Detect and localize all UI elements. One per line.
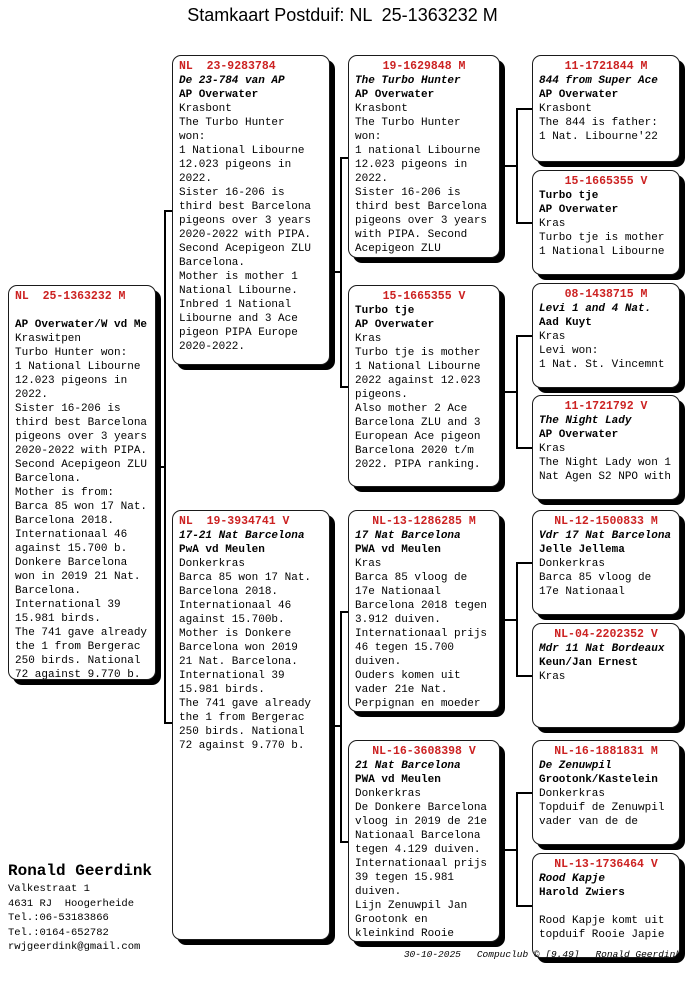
connector-ggp-spine-2 bbox=[516, 335, 518, 448]
pedigree-text-line: duiven. bbox=[355, 886, 402, 898]
pedigree-box-greatgrandparent-2 bbox=[532, 170, 680, 275]
pedigree-text-line: Barcelona. bbox=[179, 257, 246, 269]
pedigree-text-line: topduif Rooie Japie bbox=[539, 929, 665, 941]
pedigree-text-line: 1 National Libourne bbox=[539, 246, 665, 258]
pigeon-description bbox=[539, 642, 673, 684]
connector-ggp-spine-1 bbox=[516, 108, 518, 223]
pedigree-text-line: Barcelona won 2019 bbox=[179, 642, 298, 654]
pedigree-text-line: Turbo tje bbox=[539, 190, 599, 202]
pedigree-text-line: pigeons over 3 years bbox=[179, 215, 312, 227]
pedigree-text-line: Donkerkras bbox=[539, 558, 606, 570]
connector-ggp-spine-4 bbox=[516, 792, 518, 906]
pedigree-text-line: Grootonk en bbox=[355, 914, 428, 926]
connector-ggp3-enter bbox=[516, 335, 532, 337]
pigeon-description bbox=[539, 759, 673, 829]
pedigree-text-line: Levi 1 and 4 Nat. bbox=[539, 303, 652, 315]
pedigree-text-line: Sister 16-206 is bbox=[15, 403, 121, 415]
pedigree-text-line: 250 birds. National bbox=[179, 726, 305, 738]
pedigree-text-line: PwA vd Meulen bbox=[179, 544, 265, 556]
pedigree-text-line: Libourne and 3 Ace bbox=[179, 313, 298, 325]
pedigree-text-line: AP Overwater bbox=[539, 429, 619, 441]
pedigree-text-line: vader van de de bbox=[539, 816, 639, 828]
pedigree-text-line: 844 from Super Ace bbox=[539, 75, 658, 87]
pedigree-text-line: AP Overwater/W vd Me bbox=[15, 319, 148, 331]
pedigree-text-line: 46 tegen 15.700 bbox=[355, 642, 455, 654]
ring-number: NL 25-1363232 M bbox=[15, 290, 126, 303]
pigeon-description bbox=[179, 74, 323, 354]
pigeon-description bbox=[539, 872, 673, 942]
ring-number: 11-1721792 V bbox=[564, 400, 648, 413]
pigeon-description bbox=[539, 302, 673, 372]
pedigree-text-line: Kras bbox=[539, 443, 566, 455]
connector-mother-enter bbox=[164, 722, 172, 724]
connector-ggp-spine-3 bbox=[516, 562, 518, 676]
pedigree-text-line: 17e Nationaal bbox=[539, 586, 625, 598]
pedigree-text-line: third best Barcelona bbox=[355, 201, 488, 213]
pedigree-text-line bbox=[15, 304, 149, 318]
pedigree-text-line: 2022 against 12.023 bbox=[355, 375, 481, 387]
pigeon-description bbox=[355, 759, 493, 941]
pedigree-text-line: Donkerkras bbox=[179, 558, 246, 570]
pedigree-text-line: The Night Lady bbox=[539, 415, 632, 427]
ring-number: NL-04-2202352 V bbox=[554, 628, 658, 641]
connector-gf-maternal-exit bbox=[500, 619, 517, 621]
pedigree-text-line: Sister 16-206 is bbox=[179, 187, 285, 199]
pedigree-text-line: Sister 16-206 is bbox=[355, 187, 461, 199]
pedigree-text-line: Barcelona 2018. bbox=[15, 515, 115, 527]
pedigree-text-line: Turbo tje is mother bbox=[355, 347, 481, 359]
pedigree-box-greatgrandparent-3 bbox=[532, 283, 680, 388]
pedigree-text-line: 17-21 Nat Barcelona bbox=[179, 530, 305, 542]
pedigree-text-line: The Turbo Hunter bbox=[355, 117, 461, 129]
pedigree-text-line: Kras bbox=[355, 558, 382, 570]
pedigree-text-line: won: bbox=[355, 131, 382, 143]
pedigree-text-line: Internationaal prijs bbox=[355, 628, 488, 640]
pedigree-text-line: Second Acepigeon ZLU bbox=[15, 459, 148, 471]
pedigree-text-line: AP Overwater bbox=[355, 319, 435, 331]
pedigree-text-line: Donkerkras bbox=[355, 788, 422, 800]
pedigree-text-line: Barca 85 vloog de bbox=[355, 572, 468, 584]
pedigree-text-line: Internationaal 46 bbox=[179, 600, 292, 612]
pigeon-description bbox=[539, 189, 673, 259]
pedigree-text-line: 2020-2022 with PIPA. bbox=[15, 445, 148, 457]
ring-number: NL-13-1286285 M bbox=[372, 515, 476, 528]
pedigree-text-line: Krasbont bbox=[179, 103, 232, 115]
pedigree-text-line: 15.981 birds. bbox=[15, 613, 101, 625]
pedigree-box-greatgrandparent-5 bbox=[532, 510, 680, 615]
pedigree-text-line: 2022. bbox=[15, 389, 49, 401]
pedigree-text-line: The 741 gave already bbox=[179, 698, 312, 710]
ring-number: 11-1721844 M bbox=[564, 60, 648, 73]
ring-number: 08-1438715 M bbox=[564, 288, 648, 301]
pedigree-text-line: 15.981 birds. bbox=[179, 684, 265, 696]
pedigree-text-line: Donkerkras bbox=[539, 788, 606, 800]
pedigree-text-line: AP Overwater bbox=[539, 89, 619, 101]
pedigree-text-line: Internationaal 46 bbox=[15, 529, 128, 541]
pedigree-text-line: 12.023 pigeons in bbox=[15, 375, 128, 387]
pedigree-text-line bbox=[539, 900, 673, 914]
pedigree-text-line: Barcelona 2020 t/m bbox=[355, 445, 474, 457]
pedigree-text-line: Mother is mother 1 bbox=[179, 271, 298, 283]
pedigree-text-line: AP Overwater bbox=[179, 89, 259, 101]
connector-gm-maternal-exit bbox=[500, 849, 517, 851]
pedigree-text-line: 1 national Libourne bbox=[355, 145, 481, 157]
pedigree-box-greatgrandparent-1 bbox=[532, 55, 680, 162]
pedigree-text-line: Turbo tje bbox=[355, 305, 415, 317]
pedigree-text-line: pigeons. bbox=[355, 389, 408, 401]
ring-number: NL 19-3934741 V bbox=[179, 515, 290, 528]
connector-gf-paternal-exit bbox=[500, 165, 517, 167]
pedigree-text-line: Mother is Donkere bbox=[179, 628, 292, 640]
footer bbox=[404, 949, 681, 960]
pedigree-box-father bbox=[172, 55, 330, 365]
pedigree-text-line: The 741 gave already bbox=[15, 627, 148, 639]
pedigree-text-line: Turbo tje is mother bbox=[539, 232, 665, 244]
ring-number: NL-13-1736464 V bbox=[554, 858, 658, 871]
pedigree-text-line: Vdr 17 Nat Barcelona bbox=[539, 530, 672, 542]
pedigree-text-line: 72 against 9.770 b. bbox=[15, 669, 141, 680]
pedigree-text-line: Barca 85 won 17 Nat. bbox=[15, 501, 148, 513]
pedigree-text-line: Keun/Jan Ernest bbox=[539, 657, 639, 669]
pedigree-text-line: Grootonk/Kastelein bbox=[539, 774, 658, 786]
pedigree-text-line: Levi won: bbox=[539, 345, 599, 357]
pedigree-text-line: 21 Nat Barcelona bbox=[355, 760, 461, 772]
pedigree-text-line: AP Overwater bbox=[355, 89, 435, 101]
pedigree-text-line: Nat Agen S2 NPO with bbox=[539, 471, 672, 483]
pedigree-text-line: Mother is from: bbox=[15, 487, 115, 499]
pedigree-text-line: Aad Kuyt bbox=[539, 317, 592, 329]
contact-line: 4631 RJ Hoogerheide bbox=[8, 897, 135, 910]
pedigree-text-line: Ouders komen uit bbox=[355, 670, 461, 682]
connector-maternal-gp-spine bbox=[340, 611, 342, 842]
connector-ggp6-enter bbox=[516, 675, 532, 677]
pedigree-box-greatgrandparent-7 bbox=[532, 740, 680, 845]
connector-father-enter bbox=[164, 210, 172, 212]
pedigree-box-mother bbox=[172, 510, 330, 940]
pigeon-description bbox=[539, 529, 673, 599]
pedigree-text-line: De Donkere Barcelona bbox=[355, 802, 488, 814]
pedigree-text-line: National Libourne. bbox=[179, 285, 298, 297]
footer-date: 30-10-2025 bbox=[403, 949, 461, 960]
ring-number: 15-1665355 V bbox=[382, 290, 466, 303]
pedigree-text-line: The Night Lady won 1 bbox=[539, 457, 672, 469]
pedigree-text-line: Krasbont bbox=[539, 103, 592, 115]
pedigree-text-line: International 39 bbox=[15, 599, 121, 611]
pedigree-text-line: The Turbo Hunter bbox=[179, 117, 285, 129]
pedigree-text-line: Also mother 2 Ace bbox=[355, 403, 468, 415]
pedigree-text-line: Barcelona 2018. bbox=[179, 586, 279, 598]
pigeon-description bbox=[539, 74, 673, 144]
pedigree-text-line: 2022. bbox=[179, 173, 213, 185]
pedigree-text-line: 17e Nationaal bbox=[355, 586, 441, 598]
pedigree-text-line: 2022. bbox=[355, 173, 389, 185]
pedigree-text-line: Kras bbox=[539, 331, 566, 343]
pedigree-text-line: pigeon PIPA Europe bbox=[179, 327, 298, 339]
pedigree-text-line: Second Acepigeon ZLU bbox=[179, 243, 312, 255]
connector-ggp7-enter bbox=[516, 792, 532, 794]
pedigree-text-line: De 23-784 van AP bbox=[179, 75, 285, 87]
pedigree-text-line: 21 Nat. Barcelona. bbox=[179, 656, 298, 668]
pedigree-text-line: 1 Nat. Libourne'22 bbox=[539, 131, 658, 143]
pedigree-text-line: 2022. PIPA ranking. bbox=[355, 459, 481, 471]
pedigree-text-line: Barcelona. bbox=[15, 585, 82, 597]
owner-address bbox=[8, 882, 152, 955]
pigeon-description bbox=[15, 304, 149, 680]
pedigree-text-line: Barca 85 won 17 Nat. bbox=[179, 572, 312, 584]
pedigree-text-line: duiven. bbox=[355, 656, 402, 668]
pigeon-description bbox=[355, 529, 493, 711]
connector-gf-paternal-enter bbox=[340, 157, 348, 159]
footer-user: Ronald Geerdink bbox=[595, 949, 681, 960]
pedigree-text-line: Krasbont bbox=[355, 103, 408, 115]
pedigree-box-subject bbox=[8, 285, 156, 680]
connector-gf-maternal-enter bbox=[340, 611, 348, 613]
connector-ggp8-enter bbox=[516, 905, 532, 907]
pedigree-text-line: AP Overwater bbox=[539, 204, 619, 216]
pedigree-box-grandfather-maternal bbox=[348, 510, 500, 712]
pedigree-text-line: 12.023 pigeons in bbox=[179, 159, 292, 171]
pedigree-text-line: Harold Zwiers bbox=[539, 887, 625, 899]
pigeon-description bbox=[179, 529, 323, 753]
pedigree-text-line: kleinkind Rooie bbox=[355, 928, 455, 940]
pedigree-text-line: Kraswitpen bbox=[15, 333, 82, 345]
pedigree-text-line: PWA vd Meulen bbox=[355, 774, 441, 786]
pedigree-text-line: Barcelona ZLU and 3 bbox=[355, 417, 481, 429]
pedigree-text-line: pigeons over 3 years bbox=[15, 431, 148, 443]
pigeon-description bbox=[355, 304, 493, 472]
pedigree-box-grandmother-maternal bbox=[348, 740, 500, 942]
pedigree-text-line: Nationaal Barcelona bbox=[355, 830, 481, 842]
pedigree-text-line: Donkere Barcelona bbox=[15, 557, 128, 569]
connector-parents-spine bbox=[164, 210, 166, 723]
pedigree-box-greatgrandparent-6 bbox=[532, 623, 680, 728]
contact-line: rwjgeerdink@gmail.com bbox=[8, 941, 141, 953]
pedigree-text-line: Perpignan en moeder bbox=[355, 698, 481, 710]
pedigree-text-line: Turbo Hunter won: bbox=[15, 347, 128, 359]
pedigree-text-line: The 844 is father: bbox=[539, 117, 658, 129]
connector-gm-maternal-enter bbox=[340, 841, 348, 843]
pedigree-text-line: The Turbo Hunter bbox=[355, 75, 461, 87]
pedigree-text-line: 1 National Libourne bbox=[15, 361, 141, 373]
pedigree-text-line: 250 birds. National bbox=[15, 655, 141, 667]
pedigree-text-line: Topduif de Zenuwpil bbox=[539, 802, 665, 814]
connector-gm-paternal-exit bbox=[500, 391, 517, 393]
footer-app-version: Compuclub © [9.49] bbox=[476, 949, 580, 960]
pedigree-text-line: against 15.700b. bbox=[179, 614, 285, 626]
pedigree-text-line: won in 2019 21 Nat. bbox=[15, 571, 141, 583]
pedigree-text-line: Internationaal prijs bbox=[355, 858, 488, 870]
pedigree-text-line: vloog in 2019 de 21e bbox=[355, 816, 488, 828]
connector-gm-paternal-enter bbox=[340, 386, 348, 388]
pedigree-text-line: Lijn Zenuwpil Jan bbox=[355, 900, 468, 912]
connector-ggp2-enter bbox=[516, 222, 532, 224]
pedigree-text-line: 72 against 9.770 b. bbox=[179, 740, 305, 752]
contact-line: Tel.:06-53183866 bbox=[8, 912, 109, 924]
pedigree-text-line: 1 Nat. St. Vincemnt bbox=[539, 359, 665, 371]
pedigree-text-line: International 39 bbox=[179, 670, 285, 682]
connector-ggp1-enter bbox=[516, 108, 532, 110]
pedigree-text-line: tegen 4.129 duiven. bbox=[355, 844, 481, 856]
pedigree-text-line: Rood Kapje komt uit bbox=[539, 915, 665, 927]
pedigree-text-line: European Ace pigeon bbox=[355, 431, 481, 443]
ring-number: NL-16-1881831 M bbox=[554, 745, 658, 758]
contact-line: Tel.:0164-652782 bbox=[8, 926, 109, 939]
pedigree-text-line: 2020-2022. bbox=[179, 341, 246, 353]
owner-contact-block bbox=[8, 860, 152, 955]
pedigree-box-grandmother-paternal bbox=[348, 285, 500, 487]
connector-ggp5-enter bbox=[516, 562, 532, 564]
pedigree-text-line: 3.912 duiven. bbox=[355, 614, 441, 626]
pedigree-text-line: 12.023 pigeons in bbox=[355, 159, 468, 171]
pedigree-text-line: Rood Kapje bbox=[539, 873, 606, 885]
pedigree-text-line: Kras bbox=[355, 333, 382, 345]
pedigree-text-line: Acepigeon ZLU bbox=[355, 243, 441, 255]
pedigree-box-grandfather-paternal bbox=[348, 55, 500, 258]
owner-name: Ronald Geerdink bbox=[8, 862, 153, 880]
pedigree-text-line: against 15.700 b. bbox=[15, 543, 128, 555]
pedigree-text-line: Jelle Jellema bbox=[539, 544, 625, 556]
pedigree-text-line: 17 Nat Barcelona bbox=[355, 530, 461, 542]
pigeon-description bbox=[355, 74, 493, 256]
ring-number: NL-16-3608398 V bbox=[372, 745, 476, 758]
pedigree-box-greatgrandparent-8 bbox=[532, 853, 680, 958]
pedigree-text-line: Kras bbox=[539, 218, 566, 230]
pedigree-text-line: Barcelona. bbox=[15, 473, 82, 485]
contact-line: Valkestraat 1 bbox=[8, 883, 90, 895]
page-title: Stamkaart Postduif: NL 25-1363232 M bbox=[187, 5, 498, 25]
connector-paternal-gp-spine bbox=[340, 157, 342, 387]
pedigree-text-line: Barcelona 2018 tegen bbox=[355, 600, 488, 612]
pedigree-text-line: Kras bbox=[539, 671, 566, 683]
connector-ggp4-enter bbox=[516, 447, 532, 449]
pedigree-text-line: the 1 from Bergerac bbox=[15, 641, 141, 653]
pedigree-text-line: 1 National Libourne bbox=[355, 361, 481, 373]
pedigree-text-line: Inbred 1 National bbox=[179, 299, 292, 311]
ring-number: NL 23-9283784 bbox=[179, 60, 276, 73]
pedigree-text-line: vader 21e Nat. bbox=[355, 684, 448, 696]
ring-number: 15-1665355 V bbox=[564, 175, 648, 188]
pedigree-text-line: 2020-2022 with PIPA. bbox=[179, 229, 312, 241]
pedigree-text-line: 1 National Libourne bbox=[179, 145, 305, 157]
ring-number: NL-12-1500833 M bbox=[554, 515, 658, 528]
pedigree-text-line: pigeons over 3 years bbox=[355, 215, 488, 227]
pedigree-text-line: third best Barcelona bbox=[179, 201, 312, 213]
pedigree-text-line: the 1 from Bergerac bbox=[179, 712, 305, 724]
pedigree-text-line: with PIPA. Second bbox=[355, 229, 468, 241]
pedigree-text-line: De Zenuwpil bbox=[539, 760, 612, 772]
pedigree-text-line: Mdr 11 Nat Bordeaux bbox=[539, 643, 665, 655]
pedigree-text-line: third best Barcelona bbox=[15, 417, 148, 429]
pedigree-text-line: Barca 85 vloog de bbox=[539, 572, 652, 584]
pedigree-text-line: won: bbox=[179, 131, 206, 143]
ring-number: 19-1629848 M bbox=[382, 60, 466, 73]
pedigree-text-line: PWA vd Meulen bbox=[355, 544, 441, 556]
pedigree-text-line: 39 tegen 15.981 bbox=[355, 872, 455, 884]
pedigree-box-greatgrandparent-4 bbox=[532, 395, 680, 500]
pigeon-description bbox=[539, 414, 673, 484]
